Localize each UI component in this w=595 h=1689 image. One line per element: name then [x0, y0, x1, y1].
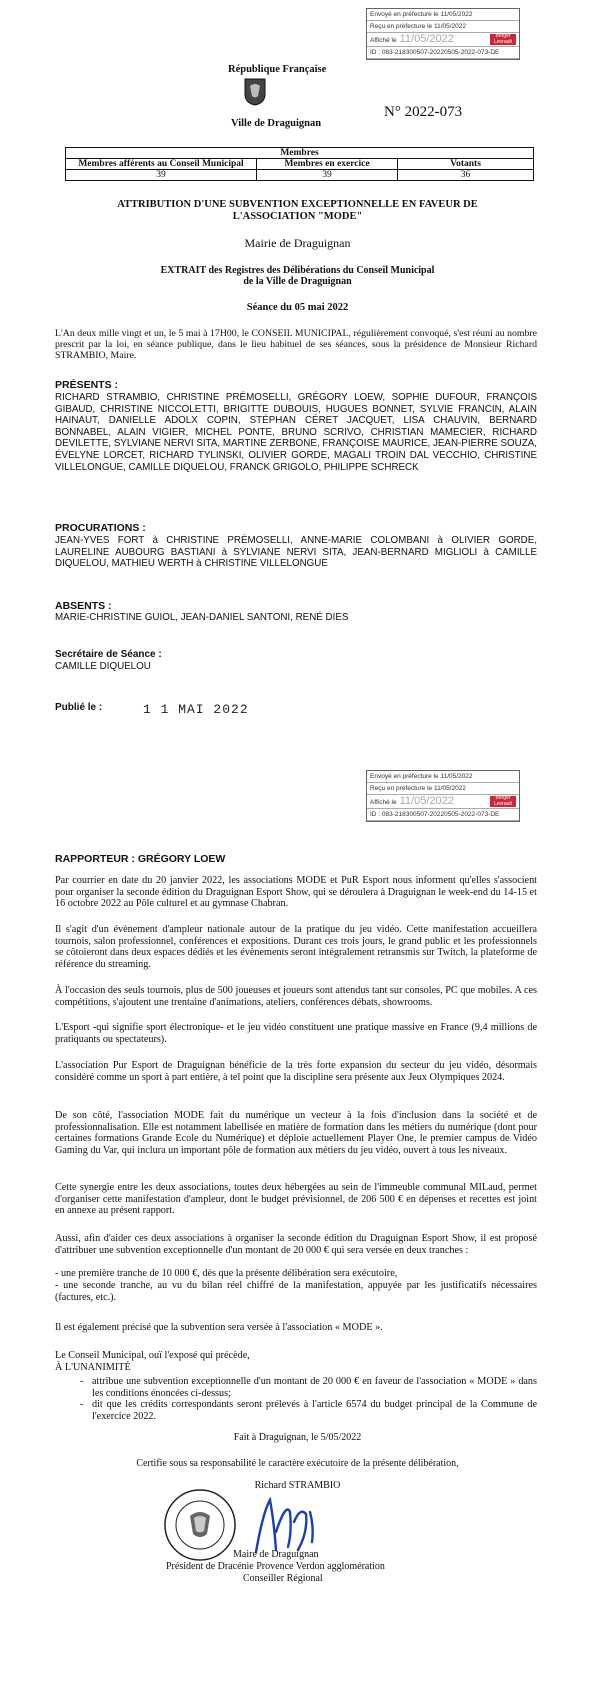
- procurations-list: JEAN-YVES FORT à CHRISTINE PRÉMOSELLI, ANNE-MARIE COLOMBANI à OLIVIER GORDE, LAURELINE AUBOURG BASTIANI à SYLVIANE NERVI SITA, JEAN-BERNARD MIGLIOLI à CAMILLE DIQUELOU, MATHIEU WERTH à CHRISTINE VILLELONGUE: [55, 535, 537, 570]
- fait-line: Fait à Draguignan, le 5/05/2022: [233, 1432, 362, 1443]
- body-paragraph-1: Par courrier en date du 20 janvier 2022, les associations MODE et PuR Esport nous informent qu'elles s'associent pour organiser la seconde édition du Draguignan Esport Show, qui se déroulera à Draguignan le week-end du 14-15 et 16 octobre 2022 au Pôle culturel et au gymnase Chabran.: [55, 875, 537, 909]
- members-table: [65, 147, 534, 181]
- decision-list: [78, 1376, 537, 1422]
- presents-label: PRÉSENTS :: [55, 379, 119, 391]
- berger-levrault-logo: Berger Levrault: [490, 34, 516, 45]
- certifie-line: Certifie sous sa responsabilité le caractère exécutoire de la présente délibération,: [136, 1458, 459, 1469]
- stamp-sent-line: Envoyé en préfecture le 11/05/2022: [367, 771, 519, 783]
- subject-title-line2: L'ASSOCIATION "MODE": [232, 211, 363, 222]
- body-paragraph-8: Aussi, afin d'aider ces deux associations à organiser la seconde édition du Draguignan Esport Show, il est proposé d'attribuer une subvention exceptionnelle d'un montant de 20 000 € qui sera versée en deux tranches :: [55, 1233, 537, 1256]
- seance-date: Séance du 05 mai 2022: [246, 302, 349, 313]
- body-paragraph-5: L'association Pur Esport de Draguignan bénéficie de la très forte expansion du secteur du jeu vidéo, désormais considéré comme un sport à part entière, à tel point que la discipline sera présente aux Jeux Olympiques 2024.: [55, 1060, 537, 1083]
- body-paragraph-2: Il s'agit d'un évènement d'ampleur nationale autour de la pratique du jeu vidéo. Cette manifestation accueillera tournois, salon professionnel, conférences et expositions. Durant ces trois jours, le grand public et les professionnels se côtoieront dans deux espaces dédiés et les évènements seront intégralement retransmis sur Twitch, la plateforme de référence du streaming.: [55, 924, 537, 970]
- decision-item-2: - dit que les crédits correspondants seront prélevés à l'article 6574 du budget principal de la Commune de l'exercice 2022.: [92, 1399, 537, 1422]
- republic-label: République Française: [228, 64, 327, 75]
- members-col-exercice: Membres en exercice: [257, 159, 398, 170]
- members-title: Membres: [66, 148, 534, 159]
- mairie-label: Mairie de Draguignan: [244, 236, 351, 250]
- secretaire-name: CAMILLE DIQUELOU: [55, 661, 151, 672]
- stamp-posted-line: Affiché le 11/05/2022: [367, 795, 519, 809]
- stamp-sent-line: Envoyé en préfecture le 11/05/2022: [367, 9, 519, 21]
- unanimite-line: À L'UNANIMITÉ: [55, 1362, 131, 1373]
- signatory-role-mayor: Maire de Draguignan: [233, 1549, 319, 1560]
- signatory-name: Richard STRAMBIO: [254, 1480, 341, 1491]
- mairie-seal-icon: [163, 1488, 237, 1562]
- body-paragraph-7: Cette synergie entre les deux associations, toutes deux hébergées au sein de l'immeuble communal MILaud, permet d'organiser cette manifestation d'ampleur, dont le budget prévisionnel, de 206 500 € en dépenses et recettes est joint en annexe au présent rapport.: [55, 1182, 537, 1216]
- published-label: Publié le :: [55, 702, 103, 713]
- members-val-votants: 36: [398, 170, 534, 181]
- tranche-2: - une seconde tranche, au vu du bilan réel chiffré de la manifestation, appuyée par les justificatifs nécessaires (factures, etc.).: [55, 1280, 537, 1303]
- signatory-role-president: Président de Dracénie Provence Verdon agglomération: [166, 1561, 385, 1572]
- stamp-received-line: Reçu en préfecture le 11/05/2022: [367, 783, 519, 795]
- body-paragraph-9: Il est également précisé que la subvention sera versée à l'association « MODE ».: [55, 1322, 383, 1333]
- city-label: Ville de Draguignan: [231, 118, 322, 129]
- presents-list: RICHARD STRAMBIO, CHRISTINE PRÉMOSELLI, GRÉGORY LOEW, SOPHIE DUFOUR, FRANÇOIS GIBAUD, CHRISTINE NICCOLETTI, BRIGITTE DUBOUIS, HUGUES BONNET, SYLVIE FRANCIN, ALAIN HAINAUT, DANIELLE ADOLX COPIN, STÉPHAN CÉRET JACQUET, LISA CHAUVIN, BERNARD BONNABEL, ALAIN VIGIER, MICHEL PONTE, BRUNO SCRIVO, CHRISTIAN MAMECIER, RICHARD DEVILETTE, SYLVIANE NERVI SITA, MARTINE ZERBONE, FRANÇOISE MAURICE, JEAN-PIERRE SOUZA, ÉVELYNE LORCET, RICHARD TYLINSKI, OLIVIER GORDE, MAGALI TROIN DAL VECCHIO, CHRISTINE VILLELONGUE, CAMILLE DIQUELOU, FRANCK GRIGOLO, PHILIPPE SCHRECK: [55, 392, 537, 473]
- berger-levrault-logo: Berger Levrault: [490, 796, 516, 807]
- tranche-1: - une première tranche de 10 000 €, dès que la présente délibération sera exécutoire,: [55, 1268, 398, 1279]
- secretaire-label: Secrétaire de Séance :: [55, 649, 162, 660]
- conseil-line: Le Conseil Municipal, ouï l'exposé qui précède,: [55, 1350, 250, 1361]
- published-date-stamp: 1 1 MAI 2022: [143, 702, 249, 717]
- body-paragraph-6: De son côté, l'association MODE fait du numérique un vecteur à la fois d'inclusion dans la société et de professionnalisation. Elle est notamment labellisée en matière de formation dans les métiers du numérique (dont pour certaines formations Grande Ecole du Numérique) et déploie actuellement Player One, le premier campus de Vidéo Gaming du Var, qui inclura un important pôle de formation aux métiers du jeu vidéo, ouvert à tous les niveaux.: [55, 1110, 537, 1156]
- extract-line1: EXTRAIT des Registres des Délibérations du Conseil Municipal: [160, 265, 435, 276]
- members-col-votants: Votants: [398, 159, 534, 170]
- stamp-received-line: Reçu en préfecture le 11/05/2022: [367, 21, 519, 33]
- members-val-afferents: 39: [66, 170, 257, 181]
- signatory-role-regional: Conseiller Régional: [243, 1573, 323, 1584]
- prefecture-stamp-page2: [366, 770, 520, 822]
- city-coat-of-arms-icon: [244, 78, 266, 106]
- absents-list: MARIE-CHRISTINE GUIOL, JEAN-DANIEL SANTONI, RENÉ DIES: [55, 612, 349, 623]
- intro-paragraph: L'An deux mille vingt et un, le 5 mai à 17H00, le CONSEIL MUNICIPAL, régulièrement convoqué, s'est réuni au nombre prescrit par la loi, en séance publique, dans le lieu habituel de ses séances, sous la présidence de Monsieur Richard STRAMBIO, Maire.: [55, 328, 537, 362]
- body-paragraph-3: À l'occasion des seuls tournois, plus de 500 joueuses et joueurs sont attendus tant sur consoles, PC que mobiles. A ces compétitions, s'ajoutent une trentaine d'animations, ateliers, conférences débats, showrooms.: [55, 985, 537, 1008]
- prefecture-stamp: [366, 8, 520, 60]
- decision-item-1: - attribue une subvention exceptionnelle d'un montant de 20 000 € en faveur de l'association « MODE » dans les conditions énoncées ci-dessus;: [92, 1376, 537, 1399]
- stamp-id-line: ID : 083-218300507-20220505-2022-073-DE: [367, 809, 519, 821]
- deliberation-number: N° 2022-073: [384, 104, 463, 120]
- stamp-posted-line: Affiché le 11/05/2022: [367, 33, 519, 47]
- subject-title-line1: ATTRIBUTION D'UNE SUBVENTION EXCEPTIONNELLE EN FAVEUR DE: [117, 199, 478, 210]
- members-col-afferents: Membres afférents au Conseil Municipal: [66, 159, 257, 170]
- stamp-id-line: ID : 083-218300507-20220505-2022-073-DE: [367, 47, 519, 59]
- members-val-exercice: 39: [257, 170, 398, 181]
- extract-line2: de la Ville de Draguignan: [243, 276, 352, 287]
- rapporteur-label: RAPPORTEUR : GRÉGORY LOEW: [55, 853, 226, 865]
- body-paragraph-4: L'Esport -qui signifie sport électronique- et le jeu vidéo constituent une pratique massive en France (9,4 millions de pratiquants ou spectateurs).: [55, 1022, 537, 1045]
- procurations-label: PROCURATIONS :: [55, 522, 146, 534]
- absents-label: ABSENTS :: [55, 600, 112, 612]
